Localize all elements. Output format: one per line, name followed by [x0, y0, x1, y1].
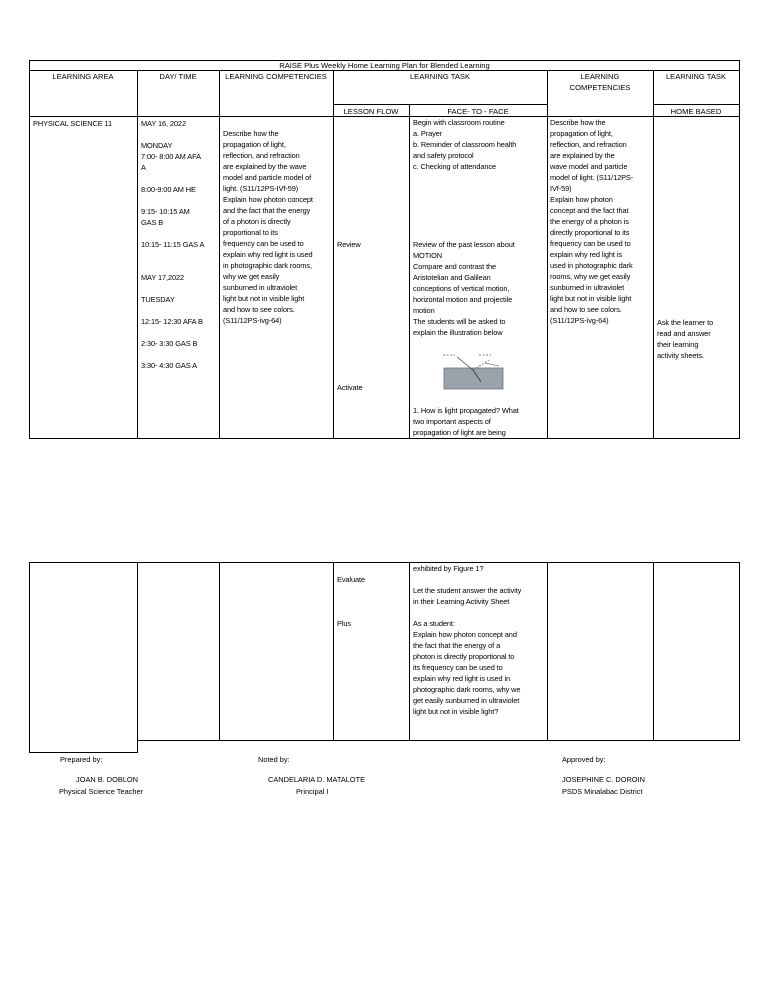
page-title: RAISE Plus Weekly Home Learning Plan for Blended Learning: [279, 61, 490, 70]
lesson-flow-evaluate: Evaluate: [337, 575, 365, 584]
rule: [409, 104, 410, 439]
header-lesson-flow: LESSON FLOW: [343, 107, 399, 116]
f2f-routine: Begin with classroom routine a. Prayer b. Reminder of classroom health and safety protocol c. Checking of attendance: [413, 118, 517, 171]
schedule-cell: MAY 16, 2022 MONDAY 7:00- 8:00 AM AFA A 8:00-9:00 AM HE 9:15- 10:15 AM GAS B 10:15- 11:15 GAS A MAY 17,2022 TUESDAY 12:15- 12:30 AFA B 2:30- 3:30 GAS B 3:30- 4:30 GAS A: [141, 119, 205, 370]
noted-by-label: Noted by:: [258, 755, 290, 764]
approved-by-name: JOSEPHINE C. DOROIN: [562, 775, 645, 784]
rule: [29, 60, 30, 439]
rule: [547, 562, 548, 741]
learning-area-cell: PHYSICAL SCIENCE 11: [33, 119, 113, 128]
lesson-flow-review: Review: [337, 240, 361, 249]
rule: [333, 562, 334, 741]
noted-by-title: Principal I: [296, 787, 329, 796]
header-home-based: HOME BASED: [670, 107, 722, 116]
f2f-continued: exhibited by Figure 1?: [413, 564, 484, 573]
header-face-to-face: FACE- TO - FACE: [447, 107, 509, 116]
rule: [137, 70, 138, 439]
rule: [739, 60, 740, 439]
approved-by-label: Approved by:: [562, 755, 606, 764]
rule: [547, 70, 548, 439]
refraction-figure: [441, 352, 505, 392]
home-based-cell: Ask the learner to read and answer their learning activity sheets.: [657, 318, 714, 360]
header-learning-competencies: LEARNING COMPETENCIES: [225, 72, 327, 81]
rule: [219, 562, 220, 741]
header-learning-area: LEARNING AREA: [52, 72, 114, 81]
rule: [29, 752, 137, 753]
f2f-plus: As a student: Explain how photon concept and the fact that the energy of a photon is directly proportional to its frequency can be used to explain why red light is used in photographic dark rooms, why we get easily sunburned in ultraviolet light but not in visible light?: [413, 619, 521, 716]
rule: [137, 740, 740, 741]
competency-cell-2: Describe how the propagation of light, reflection, and refraction are explained by the wave model and particle model of light. (S11/12PS- IVf-59) Explain how photon concept and the fact that the energy of a photon is directly proportional to its frequency can be used to explain why red light is used in photographic dark rooms, why we get easily sunburned in ultraviolet light but not in visible light and how to see colors. (S11/12PS-ivg-64): [550, 118, 634, 325]
lesson-flow-activate: Activate: [337, 383, 363, 392]
rule: [739, 562, 740, 741]
prepared-by-name: JOAN B. DOBLON: [76, 775, 139, 784]
rule: [29, 562, 740, 563]
rule: [29, 562, 30, 753]
rule: [333, 70, 334, 439]
header-learning-task-2: LEARNING TASK: [665, 72, 727, 81]
rule: [29, 438, 740, 439]
prepared-by-label: Prepared by:: [60, 755, 103, 764]
header-learning-task: LEARNING TASK: [409, 72, 471, 81]
rule: [219, 70, 220, 439]
approved-by-title: PSDS Minalabac District: [562, 787, 643, 796]
rule: [333, 104, 547, 105]
rule: [409, 562, 410, 741]
rule: [653, 562, 654, 741]
rule: [653, 104, 740, 105]
header-day-time: DAY/ TIME: [159, 72, 197, 81]
f2f-question: 1. How is light propagated? What two important aspects of propagation of light are being: [413, 406, 519, 437]
competency-cell: Describe how the propagation of light, reflection, and refraction are explained by the wave model and particle model of light. (S11/12PS-IVf-59) Explain how photon concept and the fact that the energy of a photon is directly proportional to its frequency can be used to explain why red light is used in photographic dark rooms, why we get easily sunburned in ultraviolet light but not in visible light and how to see colors. (S11/12PS-ivg-64): [223, 129, 313, 325]
prepared-by-title: Physical Science Teacher: [59, 787, 144, 796]
noted-by-name: CANDELARIA D. MATALOTE: [268, 775, 366, 784]
f2f-evaluate: Let the student answer the activity in their Learning Activity Sheet: [413, 586, 522, 606]
rule: [137, 562, 138, 753]
f2f-review: Review of the past lesson about MOTION Compare and contrast the Aristotelian and Galilean conceptions of vertical motion, horizontal motion and projectile motion The students will be asked to explain the illustration below: [413, 240, 515, 337]
lesson-flow-plus: Plus: [337, 619, 351, 628]
rule: [653, 70, 654, 439]
header-learning-competencies-2: LEARNING COMPETENCIES: [569, 72, 631, 92]
